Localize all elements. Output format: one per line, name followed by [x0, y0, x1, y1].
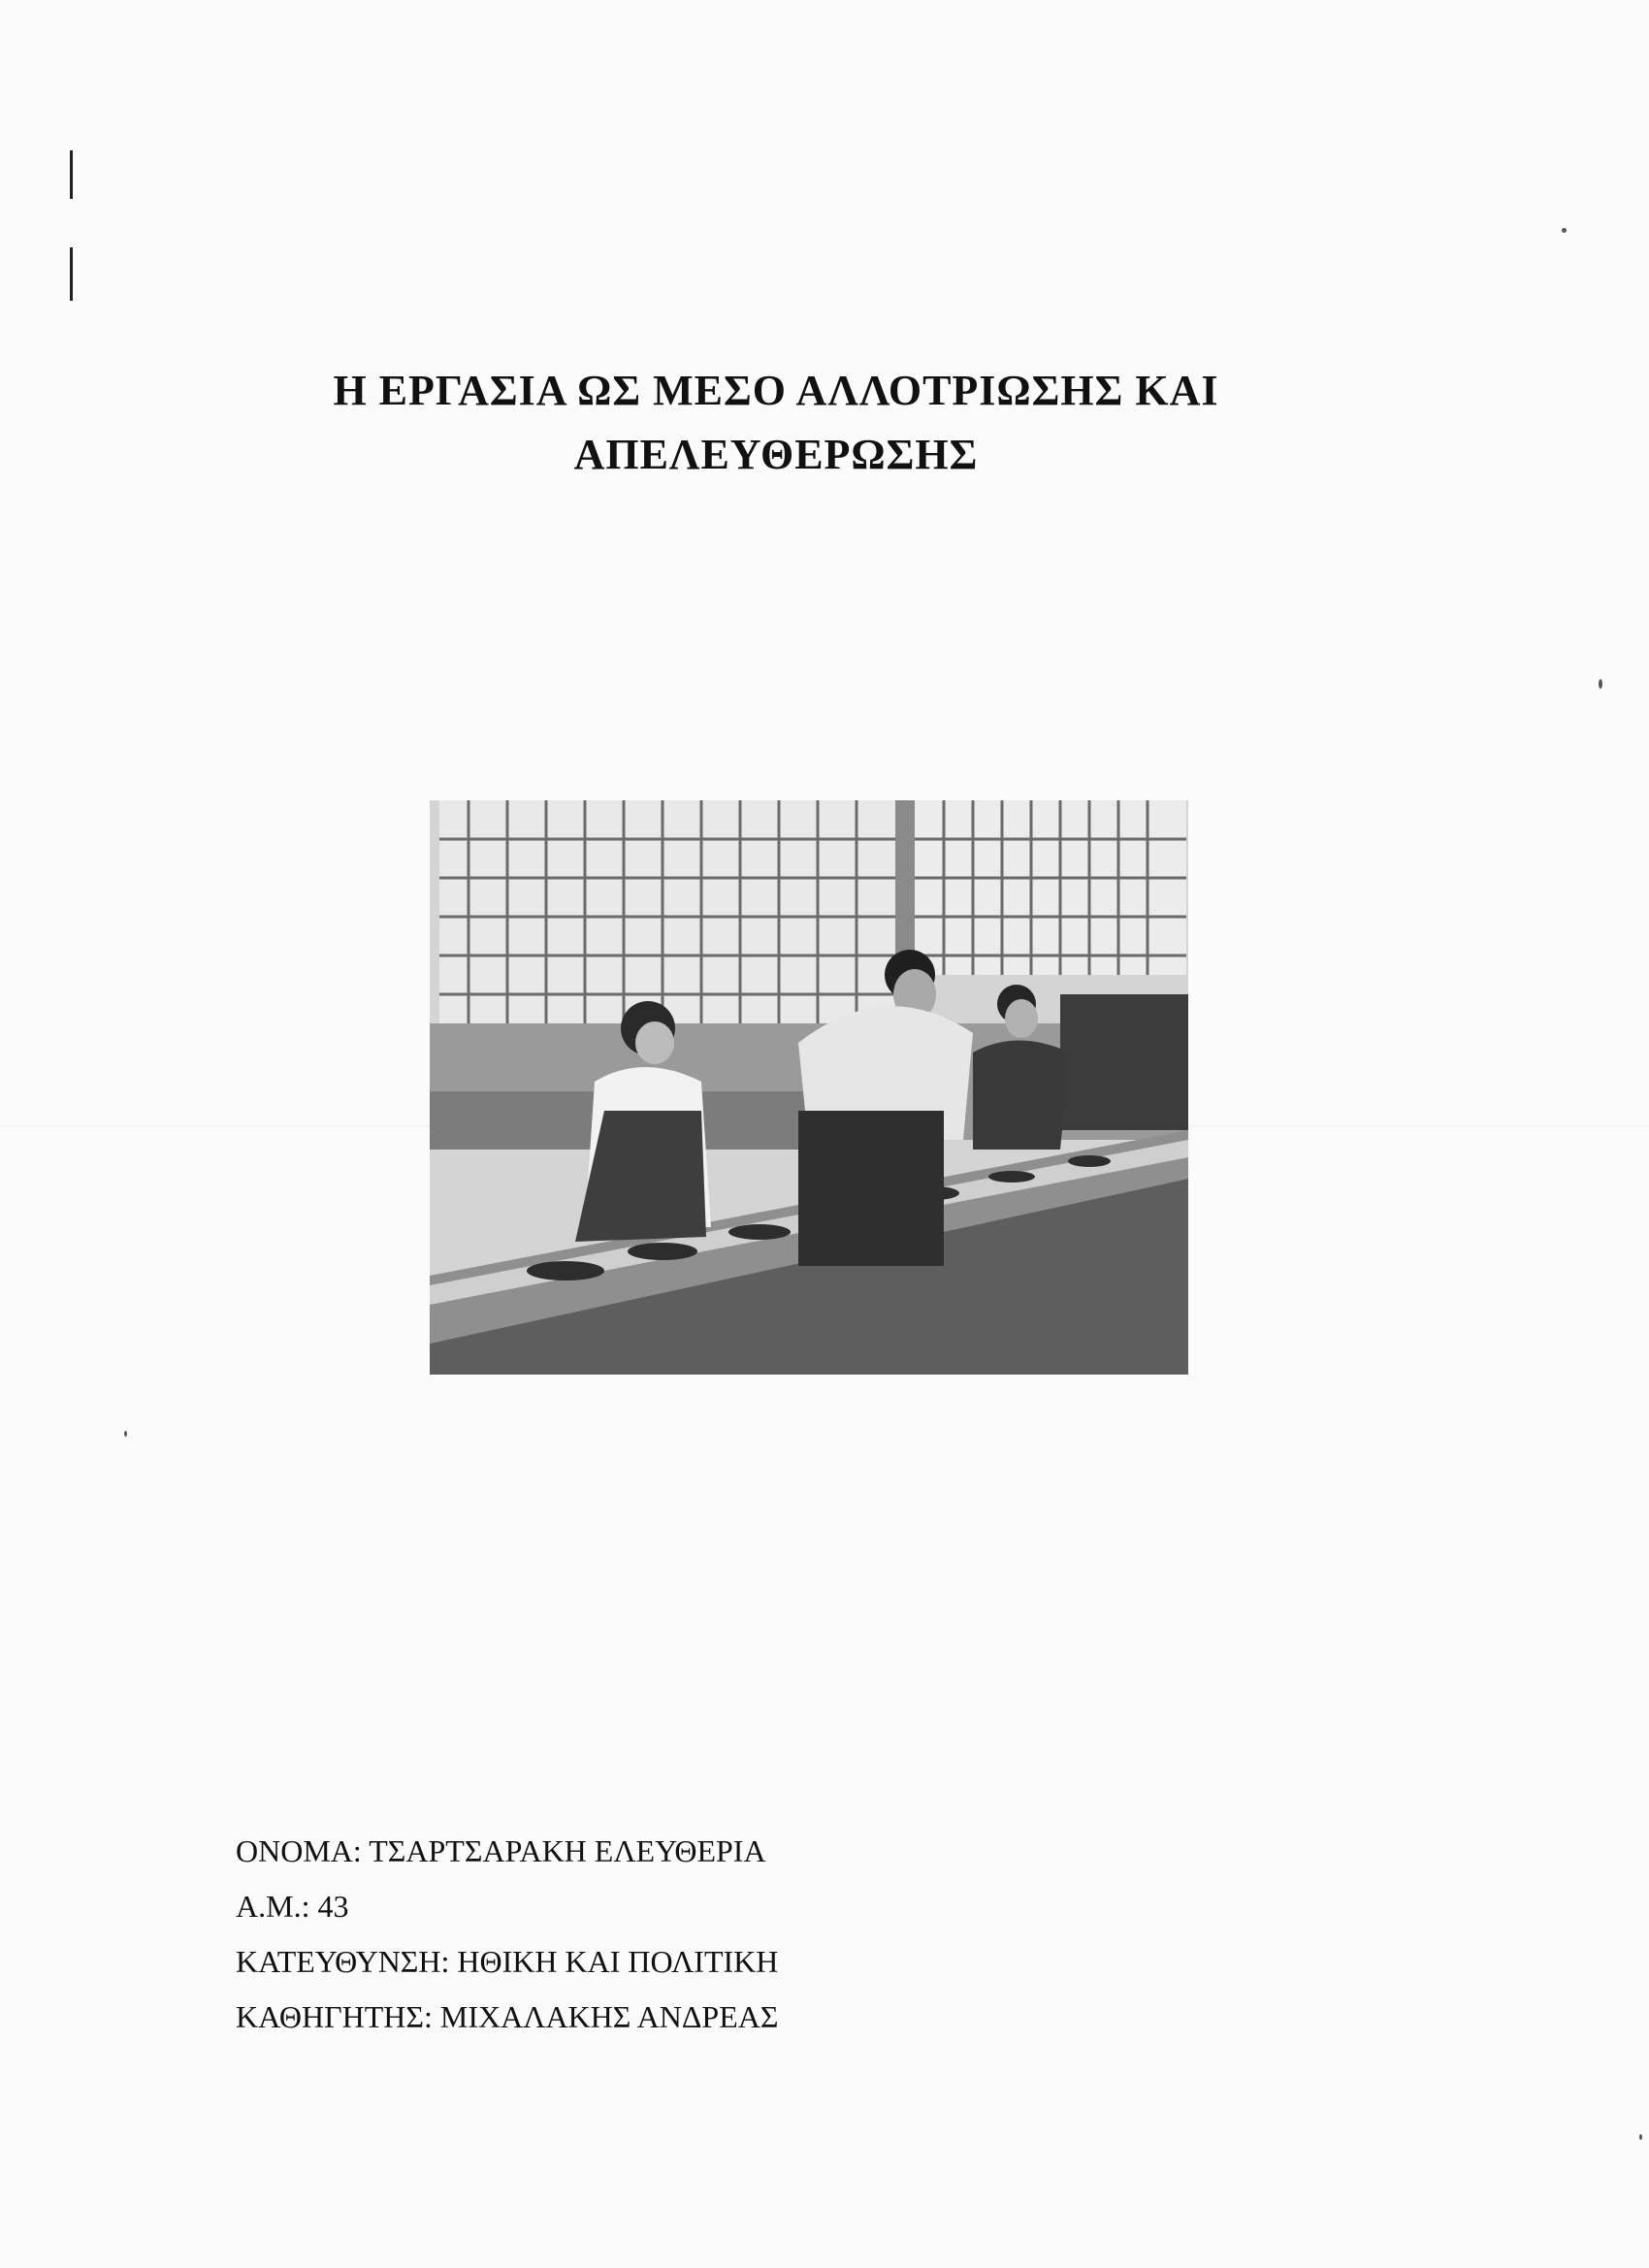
margin-mark: [70, 247, 73, 301]
study-direction: ΚΑΤΕΥΘΥΝΣΗ: ΗΘΙΚΗ ΚΑΙ ΠΟΛΙΤΙΚΗ: [236, 1944, 779, 1979]
paper-speck: [1599, 679, 1602, 689]
title-line-1: Η ΕΡΓΑΣΙΑ ΩΣ ΜΕΣΟ ΑΛΛΟΤΡΙΩΣΗΣ ΚΑΙ: [333, 367, 1219, 414]
title-line-2: ΑΠΕΛΕΥΘΕΡΩΣΗΣ: [573, 431, 979, 478]
paper-speck: [1562, 228, 1567, 233]
factory-assembly-line-photo-icon: [430, 800, 1188, 1375]
factory-photo: [430, 800, 1188, 1375]
student-id: Α.Μ.: 43: [236, 1889, 349, 1924]
document-title: [242, 359, 1310, 487]
author-info: [236, 1824, 779, 2045]
paper-speck: [124, 1431, 127, 1437]
margin-mark: [70, 150, 73, 199]
professor-name: ΚΑΘΗΓΗΤΗΣ: ΜΙΧΑΛΑΚΗΣ ΑΝΔΡΕΑΣ: [236, 1999, 779, 2034]
student-name: ΟΝΟΜΑ: ΤΣΑΡΤΣΑΡΑΚΗ ΕΛΕΥΘΕΡΙΑ: [236, 1833, 766, 1868]
paper-speck: [1639, 2134, 1642, 2140]
